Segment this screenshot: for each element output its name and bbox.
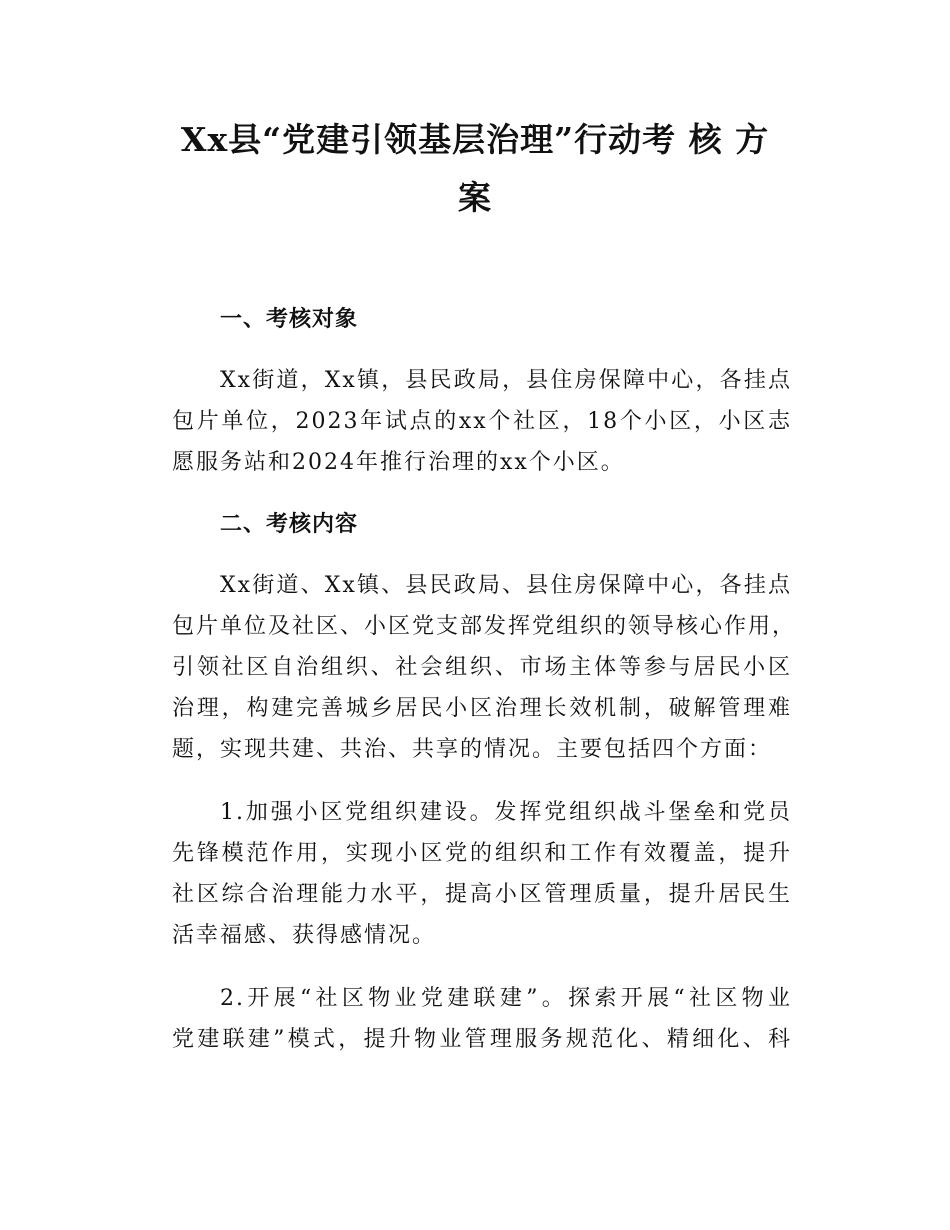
document-title-line-2: 案 bbox=[458, 178, 492, 217]
document-title-line-1: Xx县“党建引领基层治理”行动考 核 方 bbox=[180, 120, 770, 159]
text-line: 党建联建”模式，提升物业管理服务规范化、精细化、科 bbox=[172, 1027, 792, 1052]
text-line: 题，实现共建、共治、共享的情况。主要包括四个方面： bbox=[172, 737, 773, 762]
text-line: 愿服务站和2024年推行治理的xx个小区。 bbox=[172, 450, 625, 475]
paragraph bbox=[172, 978, 792, 1060]
text-line: Xx街道、Xx镇、县民政局、县住房保障中心，各挂点 bbox=[220, 573, 792, 598]
section-heading-assessment-targets: 一、考核对象 bbox=[220, 307, 359, 332]
text-line: 活幸福感、获得感情况。 bbox=[172, 923, 437, 948]
paragraph bbox=[172, 792, 792, 956]
paragraph bbox=[172, 360, 792, 483]
text-line: 2.开展“社区物业党建联建”。探索开展“社区物业 bbox=[220, 986, 792, 1011]
text-line: 先锋模范作用，实现小区党的组织和工作有效覆盖，提升 bbox=[172, 841, 792, 866]
text-line: 1.加强小区党组织建设。发挥党组织战斗堡垒和党员 bbox=[220, 800, 792, 825]
paragraph bbox=[172, 565, 797, 770]
text-line: 治理，构建完善城乡居民小区治理长效机制，破解管理难 bbox=[172, 696, 792, 721]
text-line: 包片单位，2023年试点的xx个社区，18个小区，小区志 bbox=[172, 409, 792, 434]
section-heading-assessment-content: 二、考核内容 bbox=[220, 512, 359, 537]
document-body bbox=[172, 300, 797, 1082]
text-line: 包片单位及社区、小区党支部发挥党组织的领导核心作用， bbox=[172, 614, 797, 639]
text-line: 引领社区自治组织、社会组织、市场主体等参与居民小区 bbox=[172, 655, 792, 680]
text-line: Xx街道，Xx镇，县民政局，县住房保障中心，各挂点 bbox=[220, 368, 792, 393]
text-line: 社区综合治理能力水平，提高小区管理质量，提升居民生 bbox=[172, 882, 792, 907]
